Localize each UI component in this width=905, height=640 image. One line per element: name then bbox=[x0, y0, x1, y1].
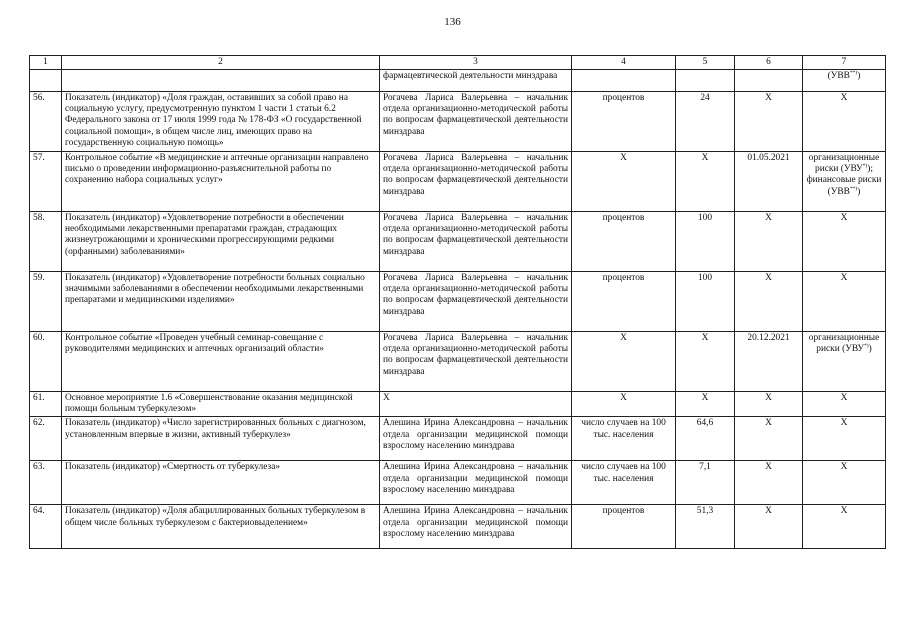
unit-cell: число случаев на 100 тыс. населения bbox=[572, 461, 676, 505]
column-number-row bbox=[30, 56, 886, 70]
risk-line bbox=[806, 153, 882, 164]
indicator-name-cell: Показатель (индикатор) «Удовлетворение потребности больных социально значимыми заболеваниями в обеспечении необходимыми лекарственными препаратами и медицинскими изделиями» bbox=[62, 272, 380, 332]
row-number-cell bbox=[30, 70, 62, 92]
column-header: 4 bbox=[572, 56, 676, 70]
value-cell: 100 bbox=[676, 272, 735, 332]
risk-line bbox=[806, 393, 882, 404]
responsible-person-cell: Рогачева Лариса Валерьевна – начальник отдела организационно-методической работы по вопросам фармацевтической деятельности минздрава bbox=[380, 272, 572, 332]
row-number-cell: 58. bbox=[30, 212, 62, 272]
responsible-person-cell: фармацевтической деятельности минздрава bbox=[380, 70, 572, 92]
risk-line bbox=[806, 344, 882, 355]
column-header: 7 bbox=[803, 56, 886, 70]
risk-cell bbox=[803, 272, 886, 332]
risk-text-suffix: ) bbox=[857, 71, 861, 81]
risk-cell bbox=[803, 212, 886, 272]
indicator-name-cell: Показатель (индикатор) «Удовлетворение потребности в обеспечении необходимыми лекарственными препаратами граждан, страдающих жизнеугрожающими и хроническими прогрессирующими редкими (орфанными) заболеваниями» bbox=[62, 212, 380, 272]
risk-line bbox=[806, 418, 882, 429]
table-row bbox=[30, 332, 886, 392]
risk-footnote-mark: **) bbox=[849, 70, 858, 76]
responsible-person-cell: Рогачева Лариса Валерьевна – начальник отдела организационно-методической работы по вопросам фармацевтической деятельности минздрава bbox=[380, 152, 572, 212]
table-row bbox=[30, 417, 886, 461]
date-cell: Х bbox=[735, 505, 803, 549]
risk-text: финансовые риски bbox=[806, 175, 882, 186]
risk-cell bbox=[803, 332, 886, 392]
row-number-cell: 64. bbox=[30, 505, 62, 549]
responsible-person-cell: Алешина Ирина Александровна – начальник отдела организации медицинской помощи взрослому населению минздрава bbox=[380, 461, 572, 505]
row-number-cell: 59. bbox=[30, 272, 62, 332]
indicator-name-cell: Показатель (индикатор) «Доля граждан, оставивших за собой право на социальную услугу, предусмотренную пунктом 1 части 1 статьи 6.2 Федерального закона от 17 июля 1999 года № 178-ФЗ «О государственной социальной помощи», в общем числе лиц, имеющих право на государственную социальную помощь» bbox=[62, 92, 380, 152]
risk-footnote-mark: *) bbox=[862, 163, 868, 170]
table-header bbox=[30, 56, 886, 70]
risk-cell bbox=[803, 152, 886, 212]
table-row bbox=[30, 392, 886, 417]
risk-line bbox=[806, 506, 882, 517]
value-cell: 24 bbox=[676, 92, 735, 152]
risk-text: (УВВ bbox=[827, 186, 850, 197]
responsible-person-cell: Рогачева Лариса Валерьевна – начальник отдела организационно-методической работы по вопросам фармацевтической деятельности минздрава bbox=[380, 92, 572, 152]
table-row bbox=[30, 272, 886, 332]
table-row bbox=[30, 92, 886, 152]
risk-text: Х bbox=[840, 213, 848, 223]
row-number-cell: 63. bbox=[30, 461, 62, 505]
indicator-name-cell: Основное мероприятие 1.6 «Совершенствование оказания медицинской помощи больным туберкулезом» bbox=[62, 392, 380, 417]
risk-line bbox=[806, 93, 882, 104]
row-number-cell: 57. bbox=[30, 152, 62, 212]
unit-cell: процентов bbox=[572, 505, 676, 549]
risk-text: Х bbox=[840, 273, 848, 283]
value-cell: Х bbox=[676, 332, 735, 392]
risk-text: Х bbox=[840, 393, 848, 403]
table-row bbox=[30, 152, 886, 212]
indicator-name-cell: Показатель (индикатор) «Число зарегистрированных больных с диагнозом, установленным впервые в жизни, активный туберкулез» bbox=[62, 417, 380, 461]
risk-text: организационные bbox=[808, 153, 880, 163]
risk-footnote-mark: **) bbox=[849, 185, 858, 192]
risk-cell bbox=[803, 392, 886, 417]
indicator-name-cell bbox=[62, 70, 380, 92]
risk-line bbox=[806, 273, 882, 284]
risk-cell bbox=[803, 92, 886, 152]
row-number-cell: 60. bbox=[30, 332, 62, 392]
unit-cell: Х bbox=[572, 152, 676, 212]
risk-text-suffix: ) bbox=[868, 344, 872, 355]
risk-cell bbox=[803, 70, 886, 92]
risk-text: риски (УВУ bbox=[815, 164, 863, 175]
date-cell: Х bbox=[735, 272, 803, 332]
indicator-name-cell: Показатель (индикатор) «Доля абациллированных больных туберкулезом в общем числе больных туберкулезом с бактериовыделением» bbox=[62, 505, 380, 549]
table-body bbox=[30, 70, 886, 549]
plan-table bbox=[29, 55, 886, 549]
risk-line bbox=[806, 462, 882, 473]
risk-text: Х bbox=[840, 418, 848, 429]
column-header: 6 bbox=[735, 56, 803, 70]
value-cell: Х bbox=[676, 392, 735, 417]
value-cell: Х bbox=[676, 152, 735, 212]
risk-line bbox=[806, 213, 882, 224]
risk-line bbox=[806, 71, 882, 82]
row-number-cell: 61. bbox=[30, 392, 62, 417]
risk-footnote-mark: *) bbox=[863, 343, 869, 350]
row-number-cell: 56. bbox=[30, 92, 62, 152]
value-cell bbox=[676, 70, 735, 92]
table-row bbox=[30, 70, 886, 92]
risk-text-suffix: ); bbox=[867, 164, 873, 175]
date-cell: Х bbox=[735, 417, 803, 461]
date-cell: Х bbox=[735, 461, 803, 505]
column-header: 5 bbox=[676, 56, 735, 70]
risk-text: Х bbox=[840, 93, 848, 103]
responsible-person-cell: Алешина Ирина Александровна – начальник отдела организации медицинской помощи взрослому населению минздрава bbox=[380, 505, 572, 549]
value-cell: 100 bbox=[676, 212, 735, 272]
page-number: 136 bbox=[444, 16, 461, 28]
risk-text: Х bbox=[840, 462, 848, 473]
date-cell: Х bbox=[735, 212, 803, 272]
responsible-person-cell: Рогачева Лариса Валерьевна – начальник отдела организационно-методической работы по вопросам фармацевтической деятельности минздрава bbox=[380, 212, 572, 272]
unit-cell: Х bbox=[572, 332, 676, 392]
indicator-name-cell: Показатель (индикатор) «Смертность от туберкулеза» bbox=[62, 461, 380, 505]
risk-line bbox=[806, 187, 882, 198]
risk-cell bbox=[803, 505, 886, 549]
risk-cell bbox=[803, 417, 886, 461]
value-cell: 7,1 bbox=[676, 461, 735, 505]
unit-cell: процентов bbox=[572, 92, 676, 152]
unit-cell: Х bbox=[572, 392, 676, 417]
column-header: 2 bbox=[62, 56, 380, 70]
responsible-person-cell: Алешина Ирина Александровна – начальник отдела организации медицинской помощи взрослому населению минздрава bbox=[380, 417, 572, 461]
risk-text: риски (УВУ bbox=[816, 344, 864, 355]
table-row bbox=[30, 505, 886, 549]
indicator-name-cell: Контрольное событие «Проведен учебный семинар-совещание с руководителями медицинских и аптечных организаций области» bbox=[62, 332, 380, 392]
risk-text: организационные bbox=[808, 333, 880, 343]
risk-line bbox=[806, 175, 882, 186]
value-cell: 64,6 bbox=[676, 417, 735, 461]
risk-cell bbox=[803, 461, 886, 505]
column-header: 1 bbox=[30, 56, 62, 70]
table-row bbox=[30, 212, 886, 272]
risk-text: (УВВ bbox=[827, 71, 850, 81]
date-cell: Х bbox=[735, 92, 803, 152]
row-number-cell: 62. bbox=[30, 417, 62, 461]
date-cell: 01.05.2021 bbox=[735, 152, 803, 212]
unit-cell: процентов bbox=[572, 272, 676, 332]
unit-cell: процентов bbox=[572, 212, 676, 272]
risk-text: Х bbox=[840, 506, 848, 517]
date-cell: Х bbox=[735, 392, 803, 417]
risk-text-suffix: ) bbox=[857, 186, 861, 197]
responsible-person-cell: Рогачева Лариса Валерьевна – начальник отдела организационно-методической работы по вопросам фармацевтической деятельности минздрава bbox=[380, 332, 572, 392]
column-header: 3 bbox=[380, 56, 572, 70]
table-row bbox=[30, 461, 886, 505]
risk-line bbox=[806, 164, 882, 175]
date-cell bbox=[735, 70, 803, 92]
unit-cell: число случаев на 100 тыс. населения bbox=[572, 417, 676, 461]
risk-line bbox=[806, 333, 882, 344]
responsible-person-cell: Х bbox=[380, 392, 572, 417]
unit-cell bbox=[572, 70, 676, 92]
value-cell: 51,3 bbox=[676, 505, 735, 549]
date-cell: 20.12.2021 bbox=[735, 332, 803, 392]
indicator-name-cell: Контрольное событие «В медицинские и аптечные организации направлено письмо о проведении информационно-разъяснительной работы по сохранению набора социальных услуг» bbox=[62, 152, 380, 212]
